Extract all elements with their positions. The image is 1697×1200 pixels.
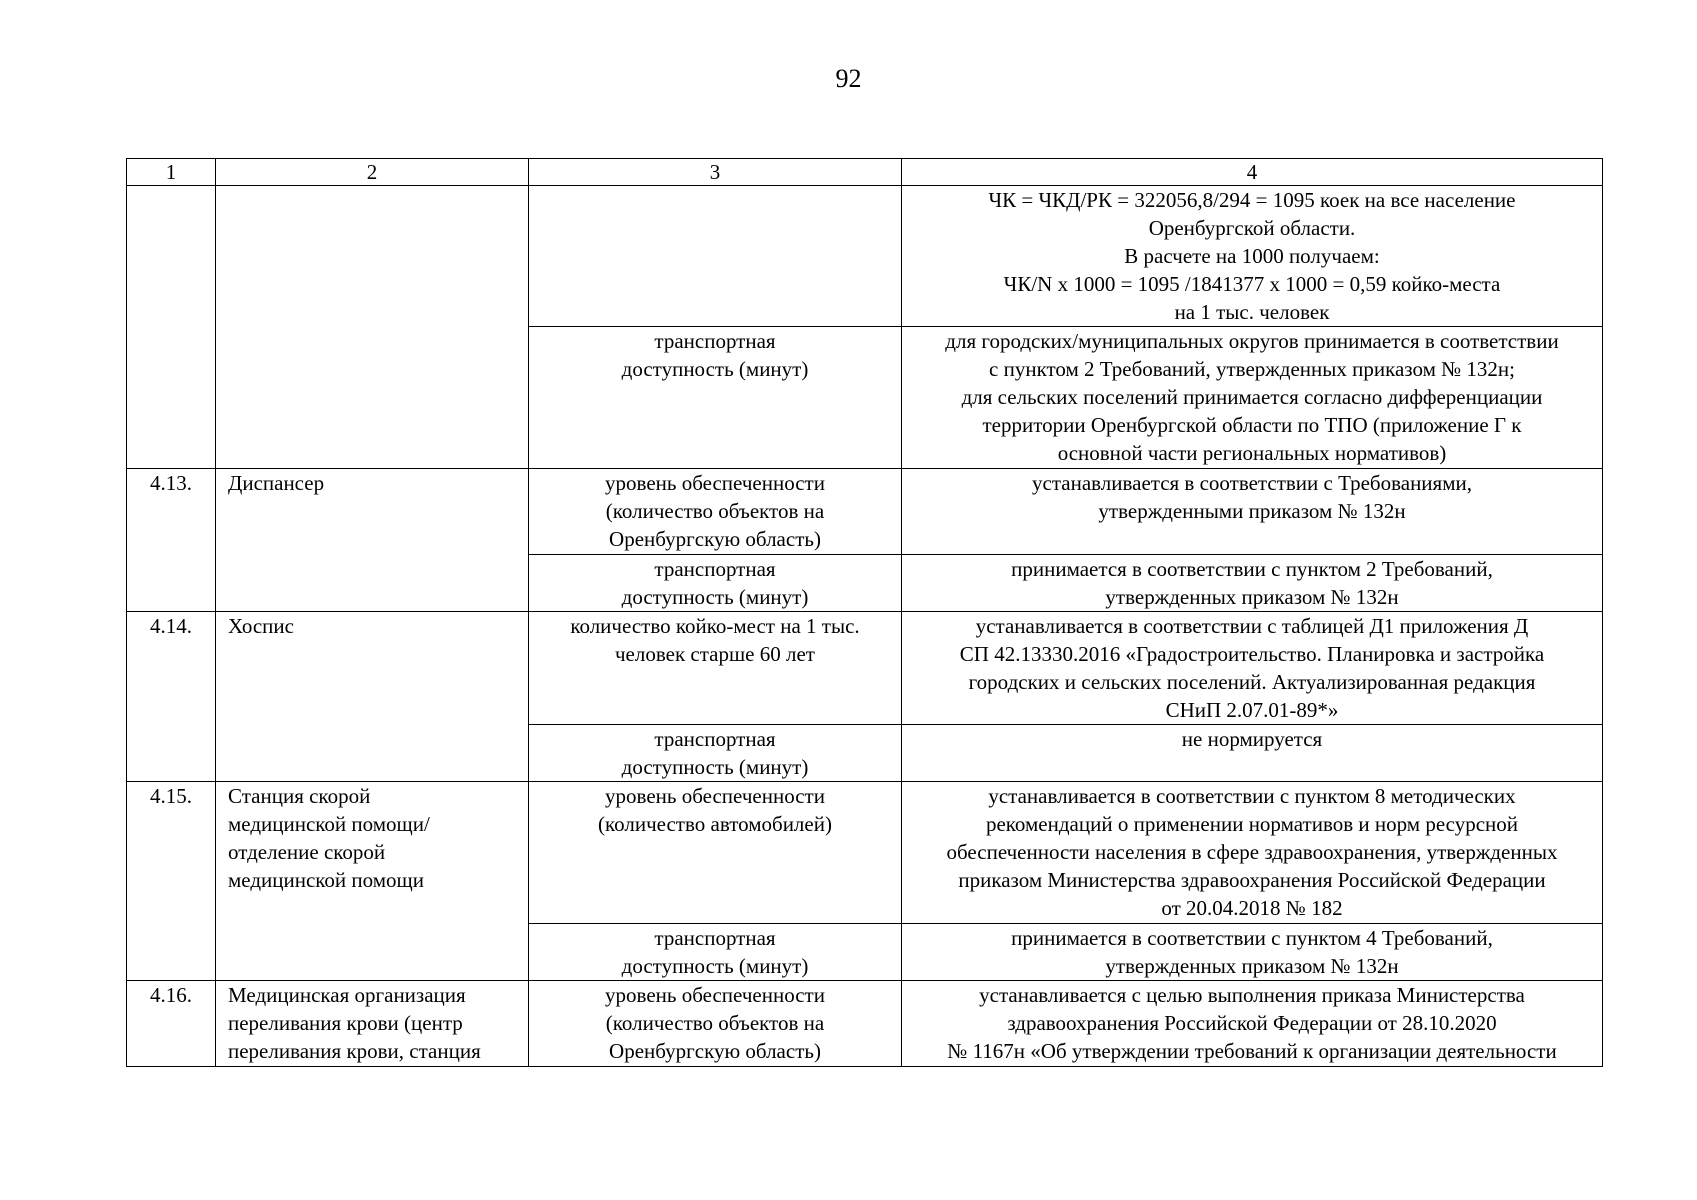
norms-table (126, 158, 1603, 1067)
norm-value-cell (902, 725, 1603, 782)
norm-line: утвержденных приказом № 132н (1105, 954, 1399, 978)
indicator-line: уровень обеспеченности (605, 983, 825, 1007)
table-row (127, 612, 1603, 725)
header-cell: 2 (216, 159, 529, 186)
norm-line: приказом Министерства здравоохранения Российской Федерации (958, 868, 1546, 892)
norm-line: В расчете на 1000 получаем: (1124, 244, 1380, 268)
indicator-line: доступность (минут) (621, 357, 809, 381)
page-number: 92 (835, 64, 862, 93)
norm-value-cell (902, 469, 1603, 555)
indicator-line: доступность (минут) (621, 755, 809, 779)
header-row (127, 159, 1603, 186)
norm-line: для сельских поселений принимается согласно дифференциации (961, 385, 1543, 409)
norm-line: утвержденными приказом № 132н (1098, 499, 1406, 523)
indicator-cell (529, 327, 902, 469)
norm-line: от 20.04.2018 № 182 (1161, 896, 1343, 920)
indicator-cell (529, 186, 902, 327)
indicator-line: транспортная (654, 926, 776, 950)
object-name-line: Хоспис (228, 614, 294, 638)
indicator-line: количество койко-мест на 1 тыс. (570, 614, 860, 638)
object-name-cell (216, 612, 529, 782)
norm-value-cell (902, 981, 1603, 1067)
norm-line: рекомендаций о применении нормативов и норм ресурсной (985, 812, 1519, 836)
header-cell: 4 (902, 159, 1603, 186)
header-cell: 1 (127, 159, 216, 186)
norm-line: устанавливается в соответствии с таблицей Д1 приложения Д (975, 614, 1529, 638)
object-name-line: медицинской помощи/ (228, 812, 430, 836)
norm-line: Оренбургской области. (1148, 216, 1356, 240)
norm-line: здравоохранения Российской Федерации от 28.10.2020 (1007, 1011, 1497, 1035)
indicator-line: (количество объектов на (605, 499, 825, 523)
norm-line: СНиП 2.07.01-89*» (1165, 698, 1339, 722)
object-name-line: переливания крови, станция (228, 1039, 481, 1063)
indicator-line: транспортная (654, 727, 776, 751)
norm-line: обеспеченности населения в сфере здравоохранения, утвержденных (946, 840, 1558, 864)
row-number-cell: 4.14. (127, 612, 216, 782)
object-name-line: медицинской помощи (228, 868, 424, 892)
norm-value-cell (902, 327, 1603, 469)
row-number-cell: 4.13. (127, 469, 216, 612)
indicator-cell (529, 725, 902, 782)
indicator-cell (529, 924, 902, 981)
norm-line: основной части региональных нормативов) (1057, 441, 1447, 465)
norm-line: территории Оренбургской области по ТПО (приложение Г к (982, 413, 1522, 437)
table-row (127, 186, 1603, 327)
object-name-cell (216, 782, 529, 981)
norm-line: на 1 тыс. человек (1174, 300, 1330, 324)
norm-line: № 1167н «Об утверждении требований к организации деятельности (947, 1039, 1557, 1063)
norm-line: устанавливается в соответствии с Требованиями, (1032, 471, 1472, 495)
indicator-cell (529, 469, 902, 555)
indicator-line: человек старше 60 лет (615, 642, 815, 666)
indicator-cell (529, 612, 902, 725)
object-name-line: Станция скорой (228, 784, 371, 808)
norm-line: устанавливается в соответствии с пунктом 8 методических (988, 784, 1516, 808)
indicator-line: (количество автомобилей) (598, 812, 832, 836)
indicator-cell (529, 782, 902, 924)
norm-line: городских и сельских поселений. Актуализированная редакция (968, 670, 1536, 694)
indicator-line: уровень обеспеченности (605, 471, 825, 495)
object-name-line: отделение скорой (228, 840, 386, 864)
object-name-cell (216, 981, 529, 1067)
norm-line: ЧК/N x 1000 = 1095 /1841377 x 1000 = 0,59 койко-места (1003, 272, 1501, 296)
norm-line: не нормируется (1181, 727, 1323, 751)
norm-line: СП 42.13330.2016 «Градостроительство. Планировка и застройка (959, 642, 1545, 666)
indicator-line: транспортная (654, 329, 776, 353)
norm-line: устанавливается с целью выполнения приказа Министерства (979, 983, 1525, 1007)
norm-value-cell (902, 612, 1603, 725)
object-name-cell (216, 469, 529, 612)
row-number-cell: 4.16. (127, 981, 216, 1067)
norm-value-cell (902, 782, 1603, 924)
indicator-line: уровень обеспеченности (605, 784, 825, 808)
indicator-line: доступность (минут) (621, 954, 809, 978)
norm-value-cell (902, 555, 1603, 612)
table-row (127, 782, 1603, 924)
object-name-cell (216, 186, 529, 469)
norm-line: для городских/муниципальных округов принимается в соответствии (945, 329, 1559, 353)
row-number-cell (127, 186, 216, 469)
norm-line: утвержденных приказом № 132н (1105, 585, 1399, 609)
indicator-line: (количество объектов на (605, 1011, 825, 1035)
norm-line: ЧК = ЧКД/РК = 322056,8/294 = 1095 коек на все население (988, 188, 1516, 212)
norm-line: с пунктом 2 Требований, утвержденных приказом № 132н; (989, 357, 1515, 381)
indicator-cell (529, 981, 902, 1067)
indicator-line: Оренбургскую область) (609, 527, 821, 551)
table-row (127, 981, 1603, 1067)
table-row (127, 469, 1603, 555)
object-name-line: Медицинская организация (228, 983, 466, 1007)
norm-value-cell (902, 186, 1603, 327)
indicator-line: транспортная (654, 557, 776, 581)
indicator-line: доступность (минут) (621, 585, 809, 609)
header-cell: 3 (529, 159, 902, 186)
object-name-line: Диспансер (228, 471, 325, 495)
indicator-cell (529, 555, 902, 612)
row-number-cell: 4.15. (127, 782, 216, 981)
norm-line: принимается в соответствии с пунктом 2 Требований, (1011, 557, 1493, 581)
indicator-line: Оренбургскую область) (609, 1039, 821, 1063)
object-name-line: переливания крови (центр (228, 1011, 463, 1035)
norm-line: принимается в соответствии с пунктом 4 Требований, (1011, 926, 1493, 950)
norm-value-cell (902, 924, 1603, 981)
